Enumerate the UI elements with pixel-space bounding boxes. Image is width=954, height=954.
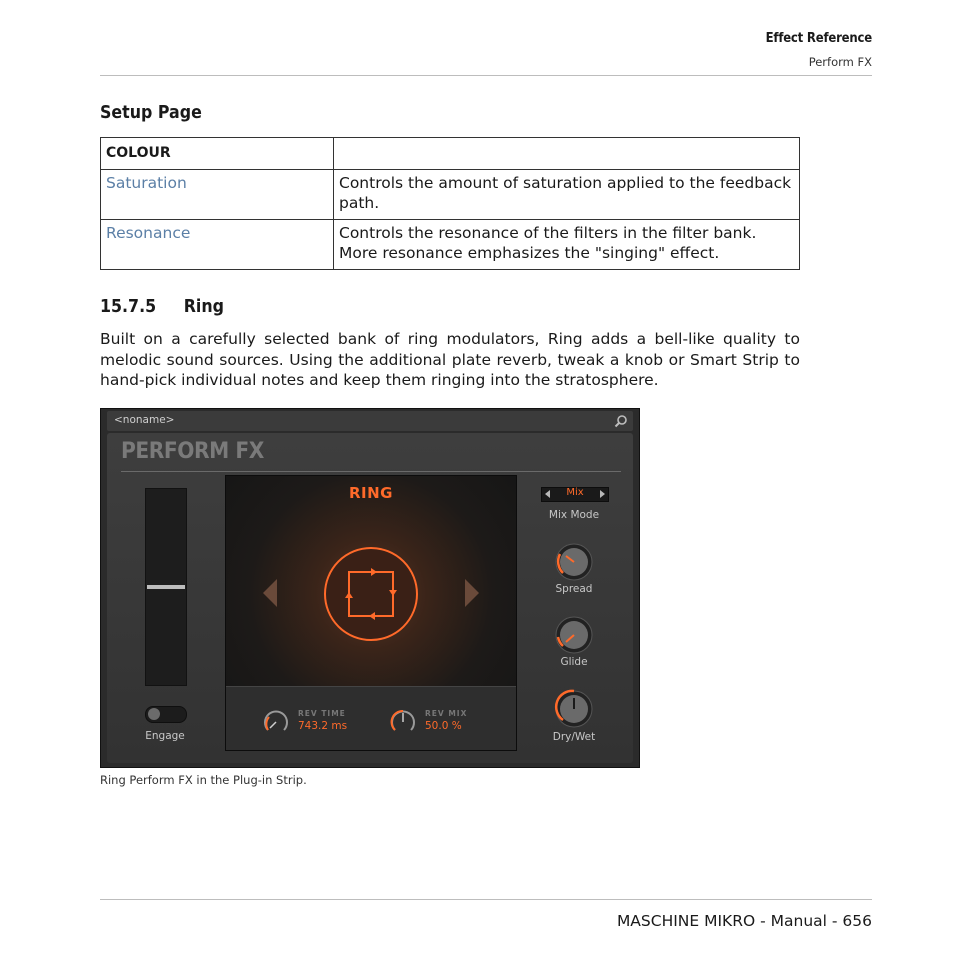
- param-description: Controls the amount of saturation applied to the feedback path.: [334, 170, 800, 220]
- mix-mode-value: Mix: [566, 487, 584, 498]
- spread-knob[interactable]: [554, 542, 594, 582]
- engage-label: Engage: [145, 730, 185, 742]
- mix-mode-label: Mix Mode: [548, 509, 600, 521]
- effect-name: RING: [349, 484, 393, 502]
- footer-divider: [100, 899, 872, 900]
- mix-mode-next-icon[interactable]: [600, 490, 605, 498]
- search-icon[interactable]: [614, 414, 628, 428]
- preset-name: <noname>: [114, 414, 175, 426]
- rev-mix-value: 50.0 %: [425, 720, 462, 732]
- panel-title-divider: [121, 471, 621, 472]
- figure-caption: Ring Perform FX in the Plug-in Strip.: [100, 773, 307, 787]
- spread-label: Spread: [555, 583, 593, 595]
- header-subtitle: Perform FX: [808, 55, 872, 69]
- prev-effect-arrow-icon[interactable]: [262, 578, 278, 608]
- rev-time-label: REV TIME: [298, 709, 346, 718]
- glide-knob[interactable]: [554, 615, 594, 655]
- engage-toggle[interactable]: [145, 706, 187, 723]
- panel-title: PERFORM FX: [121, 439, 264, 464]
- table-header-empty-cell: [334, 138, 800, 170]
- next-effect-arrow-icon[interactable]: [464, 578, 480, 608]
- rev-time-knob[interactable]: [262, 708, 290, 736]
- section-heading: [100, 296, 224, 317]
- smart-strip-fader[interactable]: [145, 488, 187, 686]
- rev-mix-label: REV MIX: [425, 709, 468, 718]
- perform-fx-panel: [107, 433, 633, 763]
- param-link-saturation[interactable]: Saturation: [106, 174, 187, 192]
- fader-handle[interactable]: [147, 585, 185, 589]
- header-divider: [100, 75, 872, 76]
- table-header-cell: COLOUR: [101, 138, 334, 170]
- section-title: Ring: [183, 296, 224, 317]
- section-number: 15.7.5: [100, 296, 157, 317]
- engage-toggle-knob: [148, 708, 160, 720]
- table-header-row: [101, 138, 800, 170]
- glide-label: Glide: [560, 656, 588, 668]
- section-body: Built on a carefully selected bank of ring modulators, Ring adds a bell-like quality to melodic sound sources. Using the additional plate reverb, tweak a knob or Smart Strip to hand-pick individual notes and keep them ringing into the stratosphere.: [100, 330, 800, 389]
- setup-page-heading: Setup Page: [100, 102, 202, 123]
- table-row: [101, 220, 800, 270]
- parameter-table: [100, 137, 800, 270]
- table-row: [101, 170, 800, 220]
- dry-wet-label: Dry/Wet: [552, 731, 596, 743]
- ring-effect-icon: [323, 546, 419, 642]
- mix-mode-selector[interactable]: [541, 487, 609, 502]
- param-link-resonance[interactable]: Resonance: [106, 224, 191, 242]
- display-bottom-bar: [226, 686, 516, 751]
- preset-bar[interactable]: [107, 411, 633, 431]
- rev-time-value: 743.2 ms: [298, 720, 348, 732]
- page-footer: MASCHINE MIKRO - Manual - 656: [616, 912, 872, 930]
- dry-wet-knob[interactable]: [554, 689, 594, 729]
- rev-mix-knob[interactable]: [389, 708, 417, 736]
- header-title: Effect Reference: [765, 31, 872, 46]
- effect-display: [225, 475, 517, 751]
- param-description: Controls the resonance of the filters in the filter bank. More resonance emphasizes the "singing" effect.: [334, 220, 800, 270]
- plugin-strip: [100, 408, 640, 768]
